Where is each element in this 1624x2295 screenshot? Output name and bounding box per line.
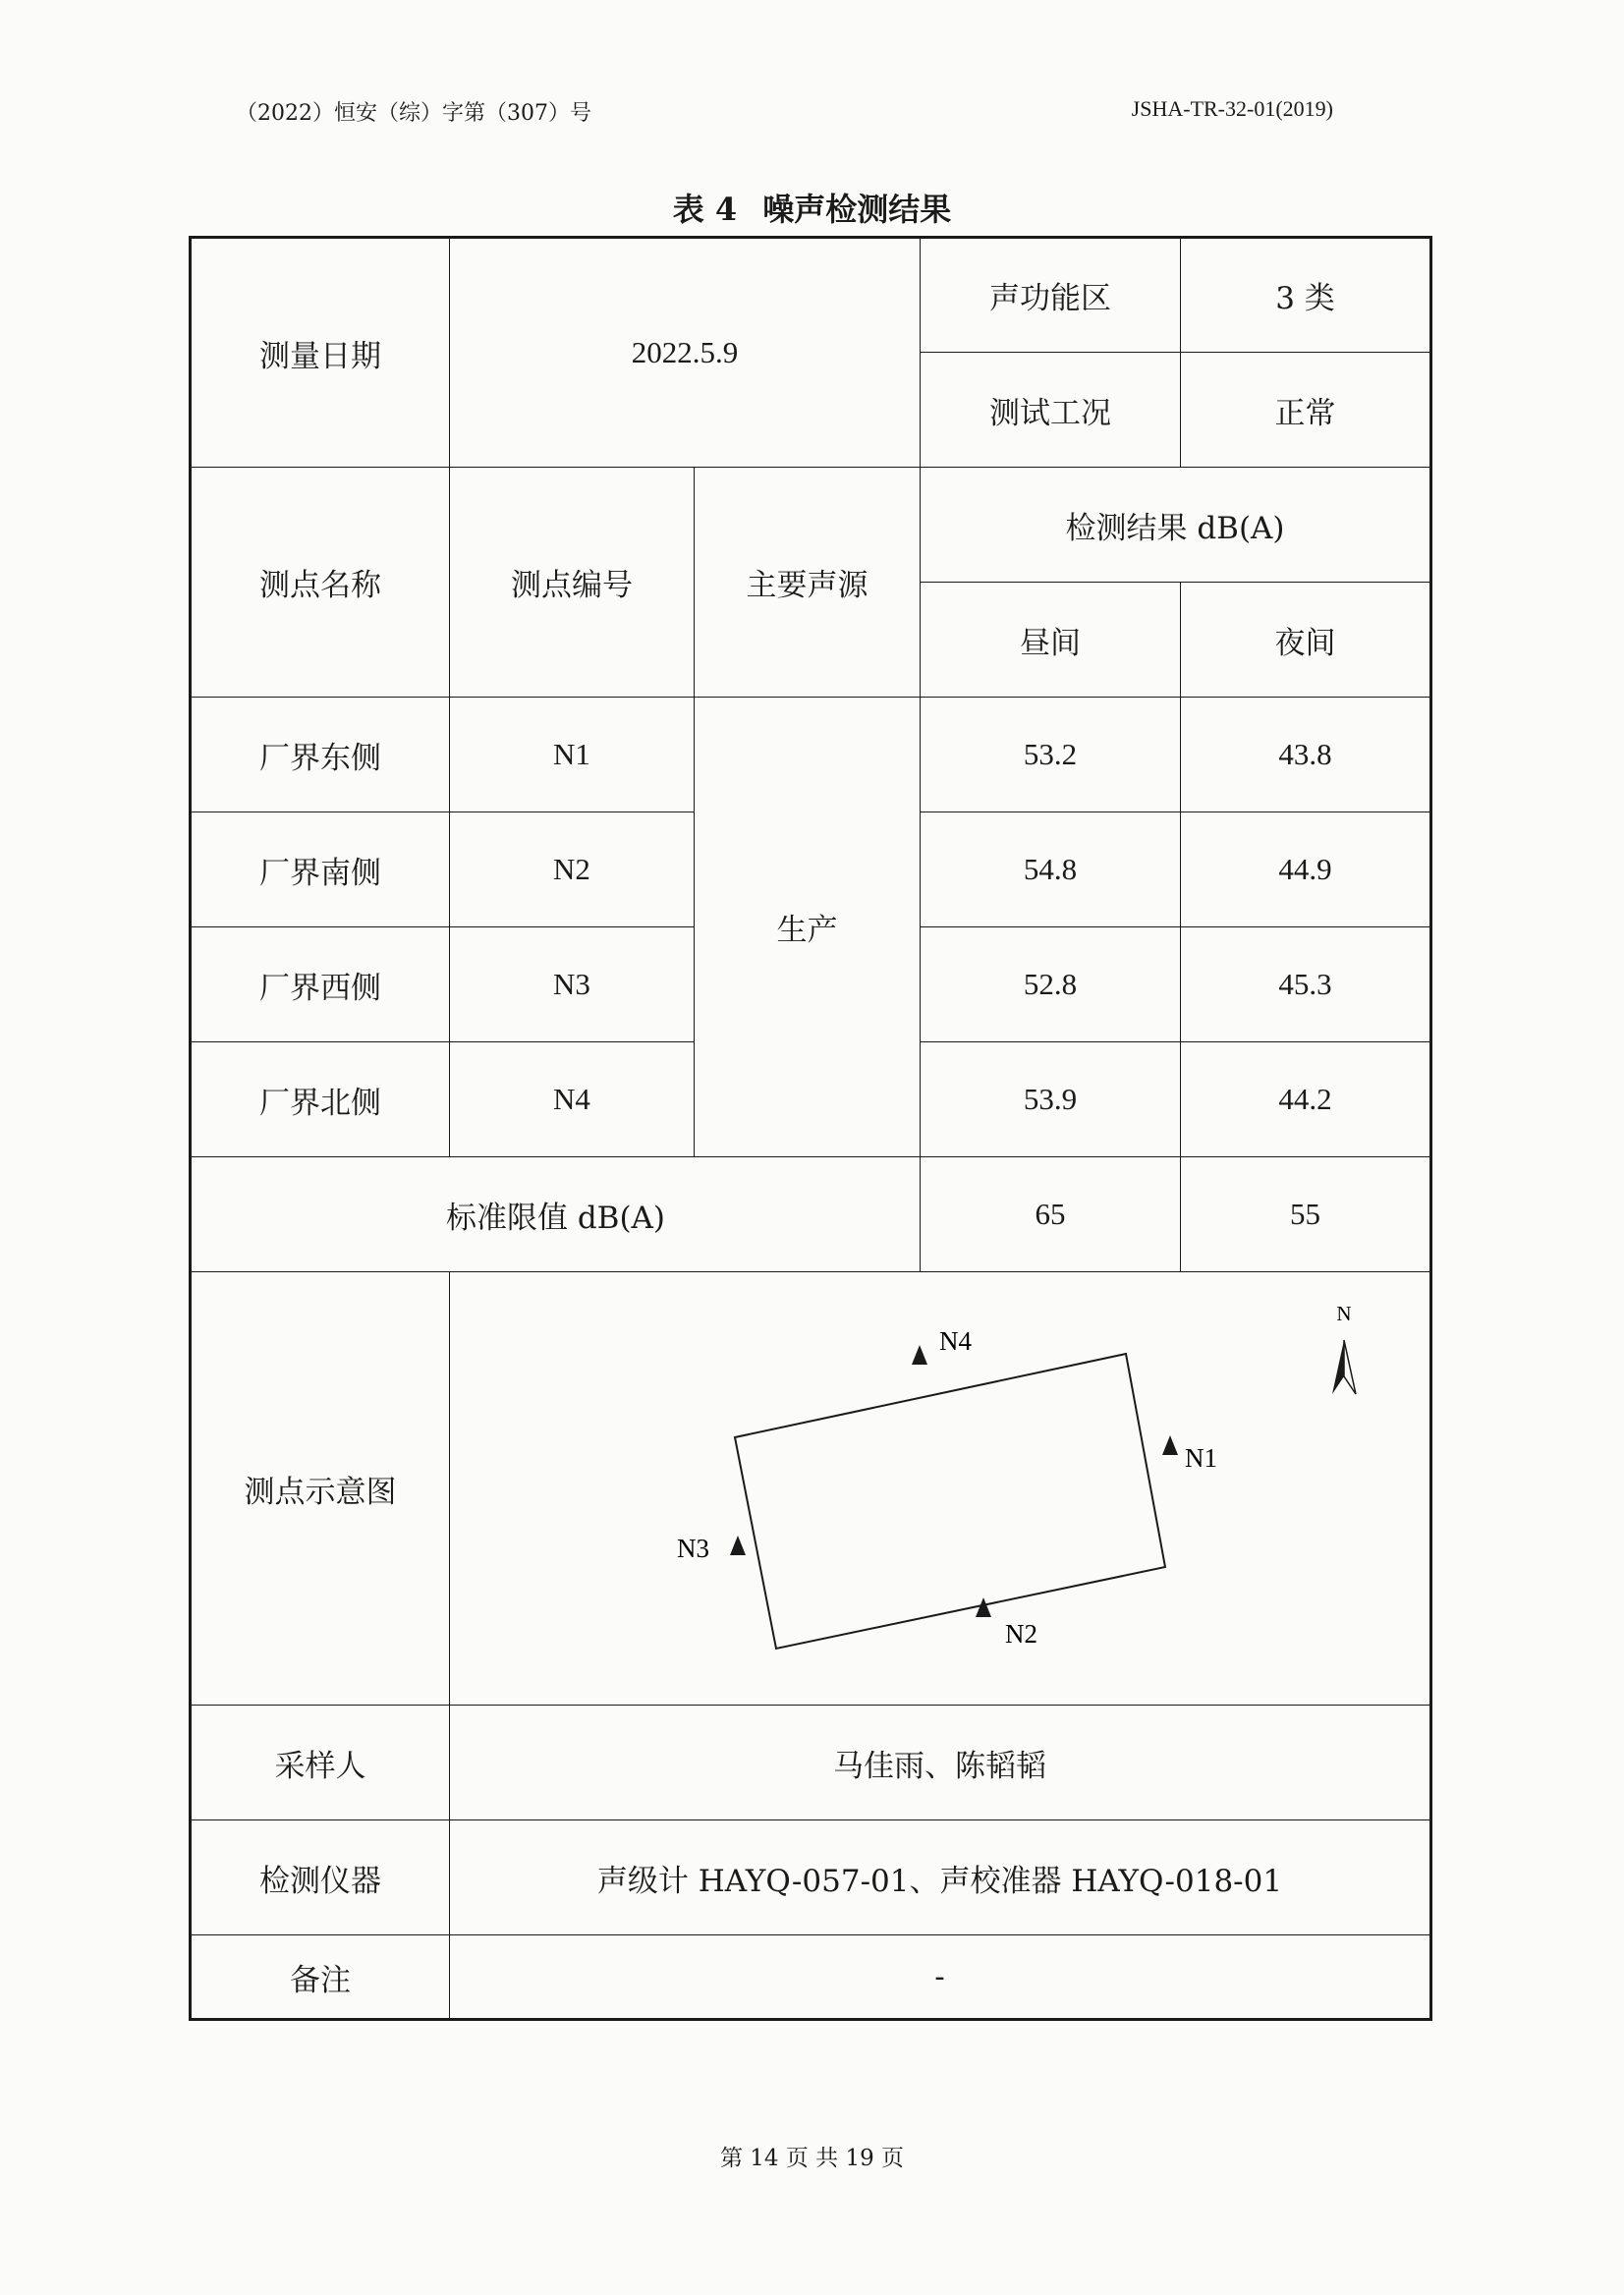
n1-marker-icon [1162,1435,1178,1455]
n3-label: N3 [677,1534,709,1563]
date-label: 测量日期 [191,238,450,468]
n1-label: N1 [1185,1443,1217,1473]
day-value: 52.8 [921,927,1181,1042]
diagram-cell [450,1272,1431,1706]
night-value: 43.8 [1181,698,1431,812]
table-number: 表 4 [672,191,738,228]
n3-marker-icon [730,1536,746,1555]
condition-value: 正常 [1181,353,1431,468]
n2-label: N2 [1005,1619,1037,1649]
site-sketch [450,1272,1428,1705]
point-name: 厂界北侧 [191,1042,450,1157]
page-number: 第 14 页 共 19 页 [719,2146,905,2171]
source-header: 主要声源 [695,468,921,698]
source-value: 生产 [695,698,921,1157]
report-number: （2022）恒安（综）字第（307）号 [236,101,591,126]
point-no: N3 [450,927,695,1042]
zone-value: 3 类 [1181,238,1431,353]
site-boundary [735,1354,1165,1649]
day-value: 54.8 [921,812,1181,927]
zone-label: 声功能区 [921,238,1181,353]
sampler-value: 马佳雨、陈韬韬 [450,1706,1431,1820]
table-row [191,698,1431,812]
instrument-label: 检测仪器 [191,1820,450,1935]
night-header: 夜间 [1181,583,1431,698]
n4-marker-icon [912,1345,927,1365]
diagram-label: 测点示意图 [191,1272,450,1706]
condition-label: 测试工况 [921,353,1181,468]
day-header: 昼间 [921,583,1181,698]
point-name-header: 测点名称 [191,468,450,698]
n4-label: N4 [939,1326,972,1356]
night-value: 44.2 [1181,1042,1431,1157]
limit-label: 标准限值 dB(A) [191,1157,921,1272]
point-no-header: 测点编号 [450,468,695,698]
sampler-label: 采样人 [191,1706,450,1820]
point-no: N1 [450,698,695,812]
night-value: 45.3 [1181,927,1431,1042]
night-value: 44.9 [1181,812,1431,927]
day-value: 53.9 [921,1042,1181,1157]
n2-marker-icon [976,1597,991,1617]
north-arrow-icon [1332,1340,1356,1394]
table-title [0,185,1624,230]
point-no: N4 [450,1042,695,1157]
instrument-value: 声级计 HAYQ-057-01、声校准器 HAYQ-018-01 [450,1820,1431,1935]
point-name: 厂界西侧 [191,927,450,1042]
document-code: JSHA-TR-32-01(2019) [1131,96,1333,121]
day-value: 53.2 [921,698,1181,812]
date-value: 2022.5.9 [450,238,921,468]
point-no: N2 [450,812,695,927]
result-header: 检测结果 dB(A) [921,468,1431,583]
north-label: N [1336,1302,1352,1325]
limit-day: 65 [921,1157,1181,1272]
point-name: 厂界东侧 [191,698,450,812]
table-name: 噪声检测结果 [762,191,952,228]
limit-night: 55 [1181,1157,1431,1272]
remark-value: - [450,1935,1431,2020]
remark-label: 备注 [191,1935,450,2020]
point-name: 厂界南侧 [191,812,450,927]
noise-result-table [189,236,1432,2021]
